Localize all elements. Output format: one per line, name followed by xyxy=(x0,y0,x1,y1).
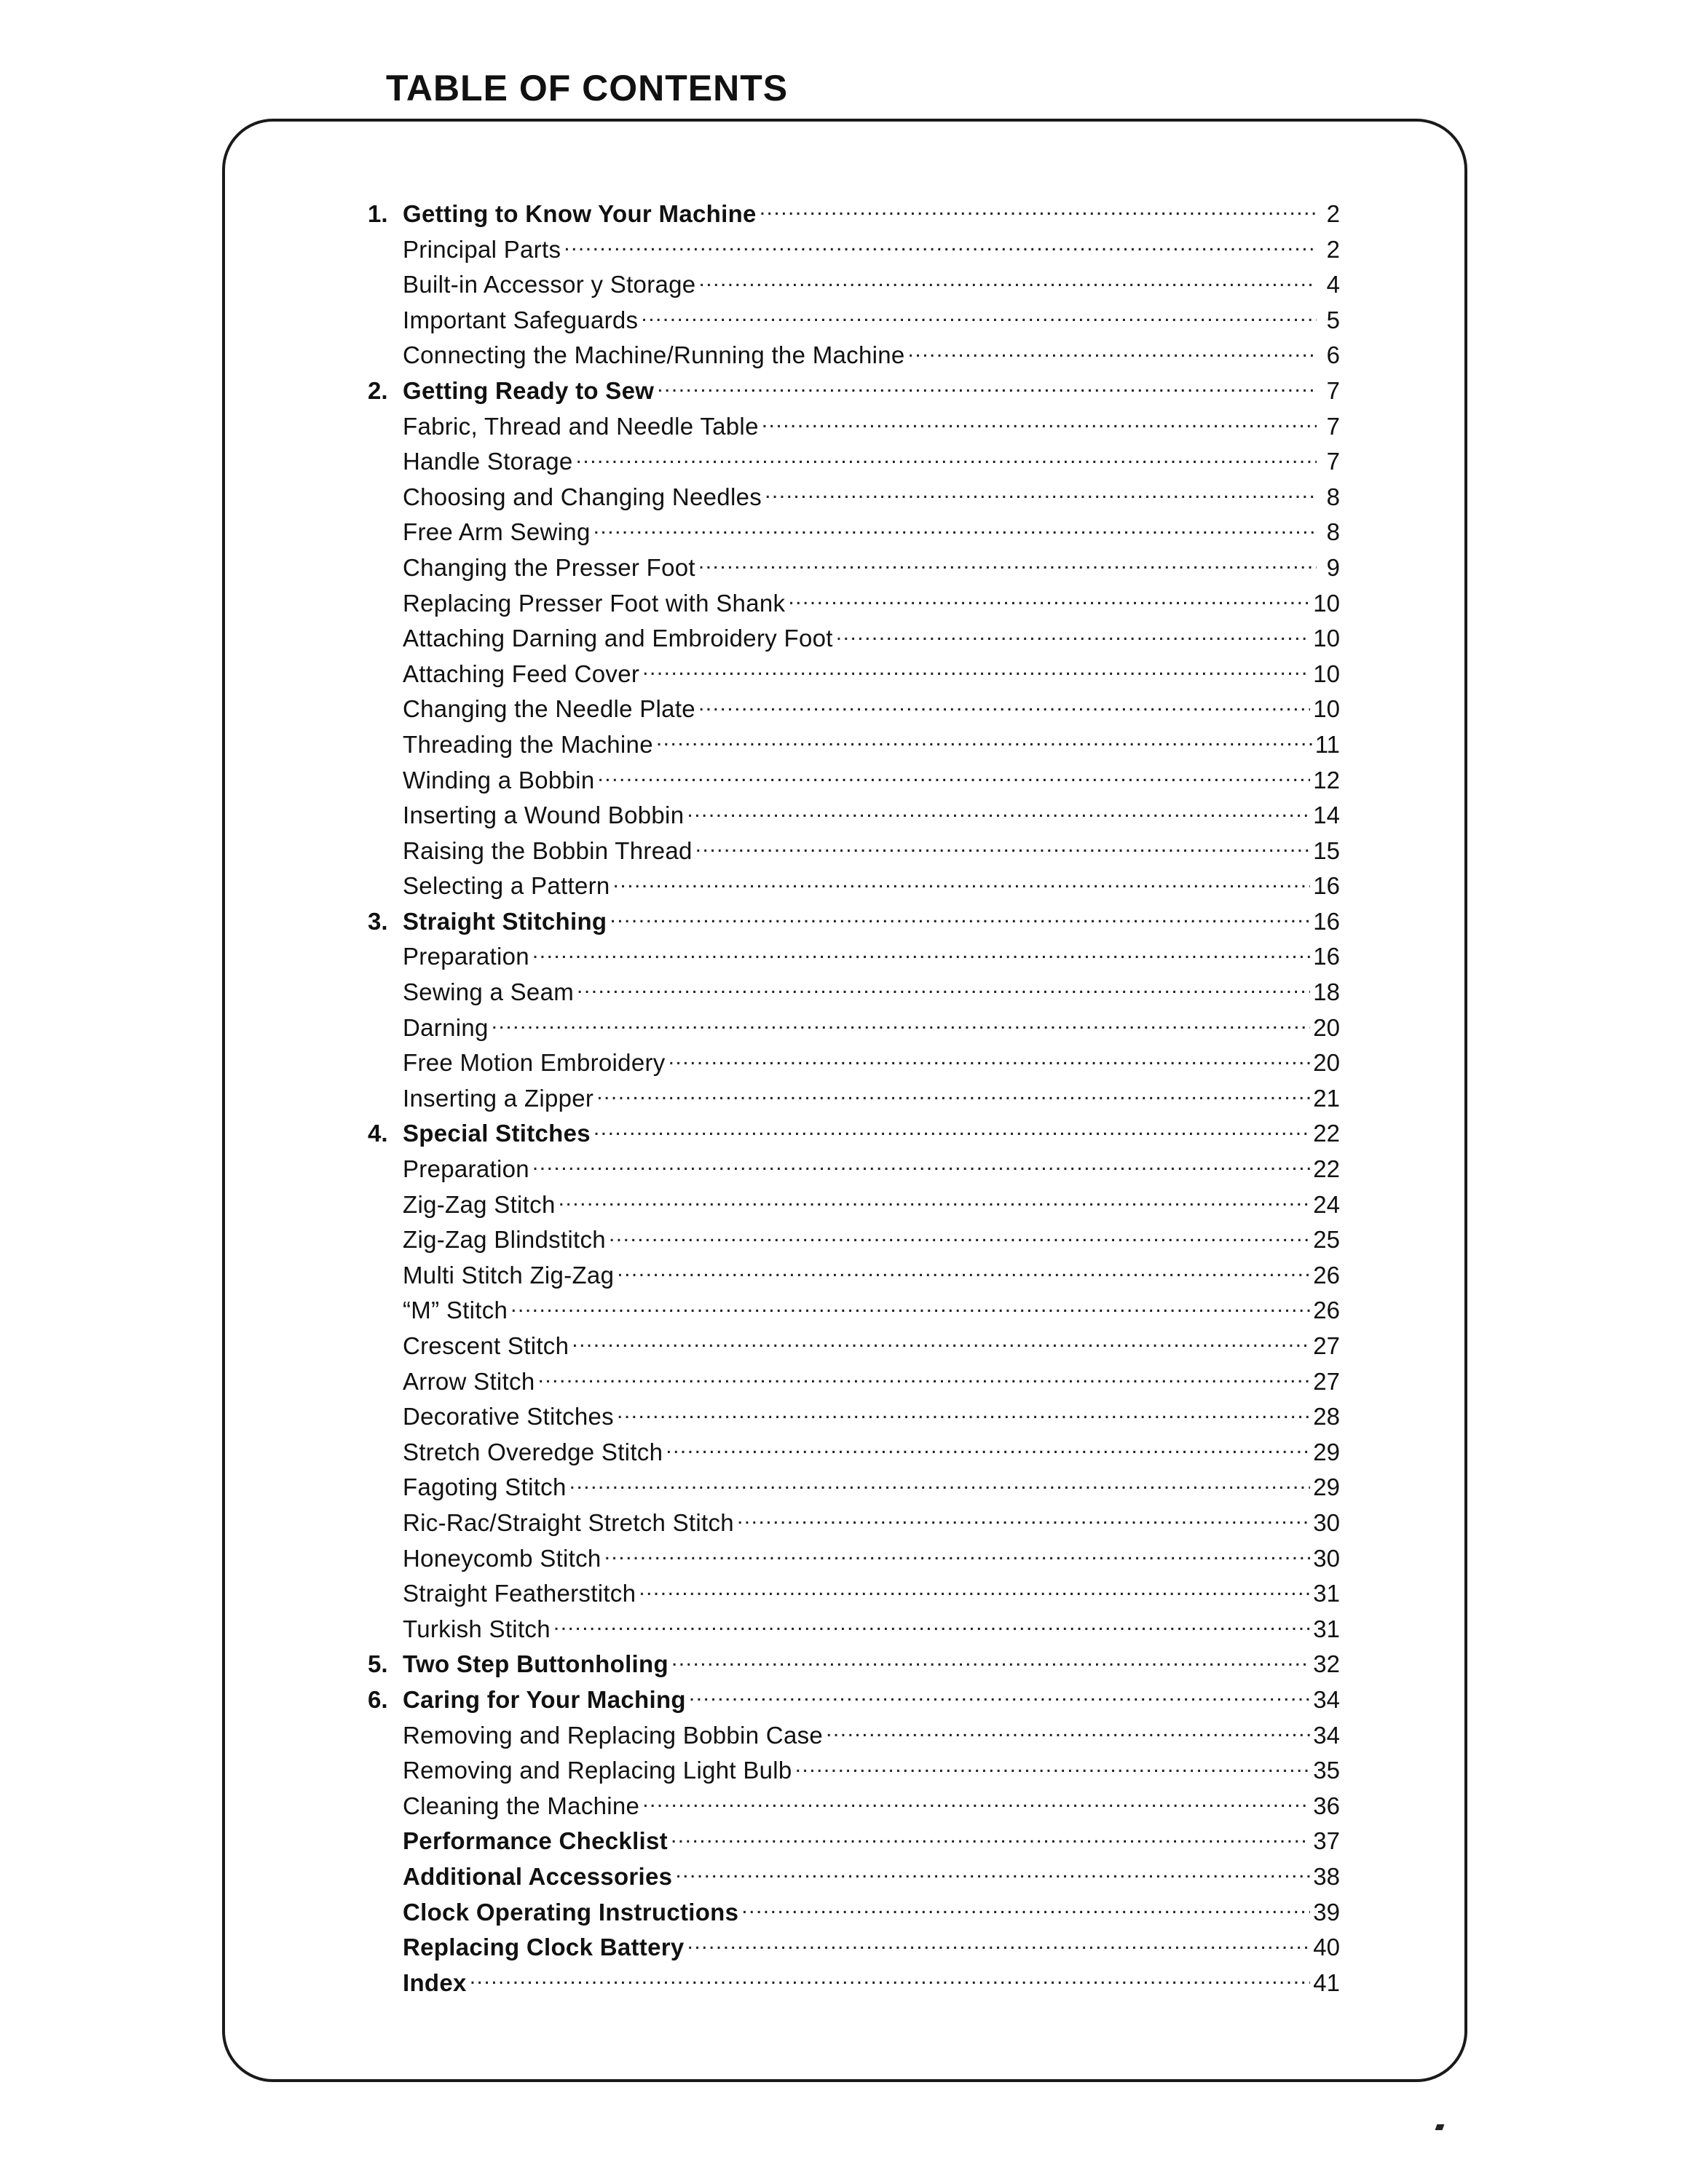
toc-subsection-row xyxy=(368,586,1340,622)
toc-entry-label: Straight Featherstitch xyxy=(403,1580,636,1607)
toc-subsection-row xyxy=(368,1399,1340,1435)
toc-dot-leader xyxy=(532,1153,1310,1177)
toc-entry-label: Arrow Stitch xyxy=(403,1367,535,1395)
toc-entry-label: Caring for Your Maching xyxy=(403,1685,686,1713)
toc-page-number: 41 xyxy=(1313,1969,1340,1996)
toc-dot-leader xyxy=(492,1012,1311,1036)
toc-entry-label: Built-in Accessor y Storage xyxy=(403,271,696,298)
toc-page-number: 6 xyxy=(1326,341,1340,369)
toc-section-number: 5. xyxy=(368,1650,388,1678)
toc-page-number: 7 xyxy=(1326,412,1340,440)
toc-subsection-row xyxy=(368,1152,1340,1187)
toc-entry-label: Handle Storage xyxy=(403,448,573,475)
toc-page-number: 40 xyxy=(1313,1934,1340,1961)
toc-entry-label: Darning xyxy=(403,1013,489,1041)
toc-dot-leader xyxy=(698,693,1310,717)
toc-dot-leader xyxy=(642,1790,1310,1814)
toc-page-number: 7 xyxy=(1326,376,1340,404)
toc-page-number: 38 xyxy=(1313,1862,1340,1890)
toc-page-number: 36 xyxy=(1313,1792,1340,1819)
toc-dot-leader xyxy=(597,764,1310,788)
toc-dot-leader xyxy=(593,516,1317,540)
toc-subsection-row xyxy=(368,1541,1340,1577)
toc-page-number: 10 xyxy=(1313,695,1340,723)
toc-page-number: 22 xyxy=(1313,1155,1340,1183)
toc-page-number: 12 xyxy=(1313,766,1340,794)
toc-entry-label: Attaching Darning and Embroidery Foot xyxy=(403,625,833,652)
toc-entry-label: Decorative Stitches xyxy=(403,1403,614,1431)
toc-entry-label: Straight Stitching xyxy=(403,907,607,935)
toc-section-row xyxy=(368,197,1340,232)
toc-entry-label: “M” Stitch xyxy=(403,1297,508,1324)
toc-dot-leader xyxy=(669,1047,1311,1071)
toc-entry-label: Free Motion Embroidery xyxy=(403,1049,666,1077)
toc-entry-label: Preparation xyxy=(403,1155,529,1183)
toc-page-number: 14 xyxy=(1313,802,1340,829)
toc-page-number: 30 xyxy=(1313,1508,1340,1536)
toc-subsection-row xyxy=(368,1329,1340,1364)
toc-page-number: 9 xyxy=(1326,553,1340,581)
toc-section-row xyxy=(368,904,1340,940)
toc-subsection-row xyxy=(368,1364,1340,1400)
toc-subsection-row xyxy=(368,621,1340,657)
toc-subsection-row xyxy=(368,1506,1340,1541)
toc-entry-label: Connecting the Machine/Running the Machine xyxy=(403,341,905,369)
toc-subsection-row xyxy=(368,869,1340,904)
toc-page-number: 30 xyxy=(1313,1544,1340,1572)
toc-dot-leader xyxy=(737,1507,1310,1531)
toc-entry-label: Honeycomb Stitch xyxy=(403,1544,602,1572)
toc-entry-label: Multi Stitch Zig-Zag xyxy=(403,1261,615,1289)
toc-subsection-row xyxy=(368,1258,1340,1294)
toc-section-row xyxy=(368,373,1340,409)
toc-entry-label: Fabric, Thread and Needle Table xyxy=(403,412,759,440)
toc-page-number: 26 xyxy=(1313,1261,1340,1289)
toc-entry-label: Important Safeguards xyxy=(403,306,639,333)
toc-subsection-row xyxy=(368,550,1340,586)
toc-entry-label: Index xyxy=(403,1969,467,1996)
toc-subsection-row xyxy=(368,267,1340,303)
toc-dot-leader xyxy=(687,1931,1311,1955)
toc-dot-leader xyxy=(695,835,1311,859)
toc-subsection-row xyxy=(368,657,1340,692)
toc-page-number: 10 xyxy=(1313,660,1340,687)
toc-subsection-row xyxy=(368,515,1340,550)
toc-page-number: 26 xyxy=(1313,1297,1340,1324)
toc-page-number: 32 xyxy=(1313,1650,1340,1678)
toc-dot-leader xyxy=(617,1259,1310,1283)
toc-page-number: 8 xyxy=(1326,483,1340,510)
toc-dot-leader xyxy=(564,234,1317,258)
toc-page-number: 2 xyxy=(1326,235,1340,263)
toc-subsection-row xyxy=(368,1470,1340,1506)
toc-subsection-row xyxy=(368,1859,1340,1895)
toc-page-number: 4 xyxy=(1326,271,1340,298)
toc-subsection-row xyxy=(368,1081,1340,1117)
toc-dot-leader xyxy=(671,1648,1310,1672)
toc-page-number: 8 xyxy=(1326,518,1340,546)
toc-subsection-row xyxy=(368,232,1340,268)
toc-dot-leader xyxy=(470,1967,1311,1991)
toc-page-number: 21 xyxy=(1313,1084,1340,1112)
toc-dot-leader xyxy=(577,976,1310,1000)
toc-section-row xyxy=(368,1116,1340,1152)
toc-subsection-row xyxy=(368,1930,1340,1966)
toc-dot-leader xyxy=(698,552,1317,576)
toc-subsection-row xyxy=(368,409,1340,445)
toc-dot-leader xyxy=(741,1896,1310,1920)
toc-section-number: 4. xyxy=(368,1120,388,1147)
toc-page-number: 34 xyxy=(1313,1685,1340,1713)
toc-entry-label: Choosing and Changing Needles xyxy=(403,483,762,510)
toc-dot-leader xyxy=(576,446,1317,470)
toc-dot-leader xyxy=(639,1578,1310,1602)
toc-entry-label: Getting to Know Your Machine xyxy=(403,200,757,227)
toc-dot-leader xyxy=(657,375,1317,399)
toc-entry-label: Changing the Needle Plate xyxy=(403,695,695,723)
toc-dot-leader xyxy=(671,1825,1310,1849)
toc-dot-leader xyxy=(689,1684,1310,1708)
toc-page-number: 34 xyxy=(1313,1721,1340,1749)
toc-entry-label: Threading the Machine xyxy=(403,730,653,758)
toc-entry-label: Additional Accessories xyxy=(403,1862,673,1890)
toc-page-number: 31 xyxy=(1313,1615,1340,1642)
toc-dot-leader xyxy=(908,339,1317,363)
toc-entry-label: Principal Parts xyxy=(403,235,561,263)
toc-entry-label: Raising the Bobbin Thread xyxy=(403,836,693,864)
toc-entry-label: Getting Ready to Sew xyxy=(403,376,655,404)
toc-page-number: 10 xyxy=(1313,625,1340,652)
toc-page-number: 22 xyxy=(1313,1120,1340,1147)
toc-page-number: 10 xyxy=(1313,589,1340,617)
toc-dot-leader xyxy=(765,481,1317,505)
toc-dot-leader xyxy=(593,1117,1310,1142)
toc-subsection-row xyxy=(368,480,1340,515)
scan-mark xyxy=(1435,2124,1445,2130)
toc-page-number: 16 xyxy=(1313,943,1340,970)
toc-subsection-row xyxy=(368,1789,1340,1824)
toc-subsection-row xyxy=(368,1612,1340,1647)
toc-entry-label: Attaching Feed Cover xyxy=(403,660,640,687)
toc-entry-label: Removing and Replacing Light Bulb xyxy=(403,1757,792,1784)
toc-section-number: 1. xyxy=(368,200,388,227)
toc-dot-leader xyxy=(553,1613,1310,1637)
toc-entry-label: Sewing a Seam xyxy=(403,978,575,1006)
toc-dot-leader xyxy=(687,799,1310,823)
toc-page-number: 27 xyxy=(1313,1332,1340,1359)
toc-dot-leader xyxy=(698,269,1317,293)
toc-page-number: 20 xyxy=(1313,1013,1340,1041)
toc-dot-leader xyxy=(675,1861,1310,1885)
toc-entry-label: Turkish Stitch xyxy=(403,1615,551,1642)
toc-page-number: 15 xyxy=(1313,836,1340,864)
toc-entry-label: Zig-Zag Stitch xyxy=(403,1190,556,1218)
toc-dot-leader xyxy=(604,1543,1311,1567)
toc-page-number: 27 xyxy=(1313,1367,1340,1395)
toc-subsection-row xyxy=(368,1966,1340,2001)
toc-dot-leader xyxy=(795,1754,1311,1779)
toc-entry-label: Removing and Replacing Bobbin Case xyxy=(403,1721,824,1749)
toc-page-number: 7 xyxy=(1326,448,1340,475)
toc-subsection-row xyxy=(368,1187,1340,1223)
toc-subsection-row xyxy=(368,1576,1340,1612)
toc-page-number: 16 xyxy=(1313,907,1340,935)
toc-dot-leader xyxy=(762,411,1317,435)
toc-section-row xyxy=(368,1647,1340,1682)
toc-dot-leader xyxy=(610,906,1310,930)
toc-page-number: 28 xyxy=(1313,1403,1340,1431)
toc-subsection-row xyxy=(368,338,1340,373)
toc-entry-label: Preparation xyxy=(403,943,529,970)
toc-page-number: 37 xyxy=(1313,1827,1340,1855)
page-title: TABLE OF CONTENTS xyxy=(386,68,789,108)
toc-dot-leader xyxy=(510,1294,1310,1318)
toc-entry-label: Inserting a Zipper xyxy=(403,1084,594,1112)
toc-page-number: 29 xyxy=(1313,1438,1340,1465)
toc-section-number: 6. xyxy=(368,1685,388,1713)
toc-dot-leader xyxy=(826,1720,1310,1744)
toc-subsection-row xyxy=(368,727,1340,763)
toc-page-number: 29 xyxy=(1313,1473,1340,1501)
toc-entry-label: Winding a Bobbin xyxy=(403,766,595,794)
toc-page-number: 2 xyxy=(1326,200,1340,227)
toc-section-number: 2. xyxy=(368,376,388,404)
toc-subsection-row xyxy=(368,834,1340,869)
toc-subsection-row xyxy=(368,303,1340,339)
toc-entry-label: Inserting a Wound Bobbin xyxy=(403,802,685,829)
toc-subsection-row xyxy=(368,1824,1340,1859)
toc-entry-label: Performance Checklist xyxy=(403,1827,668,1855)
toc-page-number: 31 xyxy=(1313,1580,1340,1607)
toc-section-number: 3. xyxy=(368,907,388,935)
toc-dot-leader xyxy=(572,1330,1310,1354)
toc-dot-leader xyxy=(613,870,1311,894)
toc-entry-label: Stretch Overedge Stitch xyxy=(403,1438,663,1465)
toc-page-number: 35 xyxy=(1313,1757,1340,1784)
toc-page-number: 20 xyxy=(1313,1049,1340,1077)
toc-subsection-row xyxy=(368,1753,1340,1789)
toc-dot-leader xyxy=(559,1189,1311,1213)
toc-subsection-row xyxy=(368,798,1340,834)
toc-entry-label: Replacing Presser Foot with Shank xyxy=(403,589,786,617)
toc-dot-leader xyxy=(537,1366,1310,1390)
toc-subsection-row xyxy=(368,1718,1340,1754)
toc-subsection-row xyxy=(368,763,1340,799)
toc-dot-leader xyxy=(596,1083,1310,1107)
toc-subsection-row xyxy=(368,1045,1340,1081)
toc-dot-leader xyxy=(642,658,1310,682)
toc-subsection-row xyxy=(368,692,1340,727)
toc-page-number: 24 xyxy=(1313,1190,1340,1218)
toc-subsection-row xyxy=(368,939,1340,975)
toc-entry-label: Changing the Presser Foot xyxy=(403,553,695,581)
toc-section-row xyxy=(368,1682,1340,1718)
toc-entry-label: Free Arm Sewing xyxy=(403,518,591,546)
toc-subsection-row xyxy=(368,1222,1340,1258)
toc-dot-leader xyxy=(569,1471,1311,1495)
toc-entry-label: Ric-Rac/Straight Stretch Stitch xyxy=(403,1508,734,1536)
toc-dot-leader xyxy=(532,941,1310,965)
toc-entry-label: Crescent Stitch xyxy=(403,1332,569,1359)
toc-subsection-row xyxy=(368,975,1340,1010)
toc-list xyxy=(368,197,1340,2001)
toc-dot-leader xyxy=(836,622,1311,646)
toc-entry-label: Zig-Zag Blindstitch xyxy=(403,1226,606,1254)
toc-subsection-row xyxy=(368,1895,1340,1931)
toc-dot-leader xyxy=(788,587,1310,612)
toc-entry-label: Selecting a Pattern xyxy=(403,872,610,900)
toc-entry-label: Fagoting Stitch xyxy=(403,1473,567,1501)
toc-dot-leader xyxy=(641,304,1317,328)
toc-entry-label: Two Step Buttonholing xyxy=(403,1650,669,1678)
toc-subsection-row xyxy=(368,444,1340,480)
toc-page-number: 11 xyxy=(1314,730,1340,758)
toc-subsection-row xyxy=(368,1435,1340,1471)
toc-entry-label: Replacing Clock Battery xyxy=(403,1934,685,1961)
toc-page-number: 25 xyxy=(1313,1226,1340,1254)
toc-page-number: 39 xyxy=(1313,1898,1340,1926)
toc-dot-leader xyxy=(666,1436,1310,1460)
toc-dot-leader xyxy=(760,198,1317,222)
toc-dot-leader xyxy=(609,1224,1310,1248)
toc-subsection-row xyxy=(368,1293,1340,1329)
toc-entry-label: Clock Operating Instructions xyxy=(403,1898,739,1926)
toc-page-number: 16 xyxy=(1313,872,1340,900)
toc-page-number: 18 xyxy=(1313,978,1340,1006)
toc-dot-leader xyxy=(656,729,1312,753)
toc-subsection-row xyxy=(368,1010,1340,1046)
toc-dot-leader xyxy=(617,1401,1310,1425)
toc-page-number: 5 xyxy=(1326,306,1340,333)
toc-entry-label: Cleaning the Machine xyxy=(403,1792,640,1819)
toc-entry-label: Special Stitches xyxy=(403,1120,591,1147)
